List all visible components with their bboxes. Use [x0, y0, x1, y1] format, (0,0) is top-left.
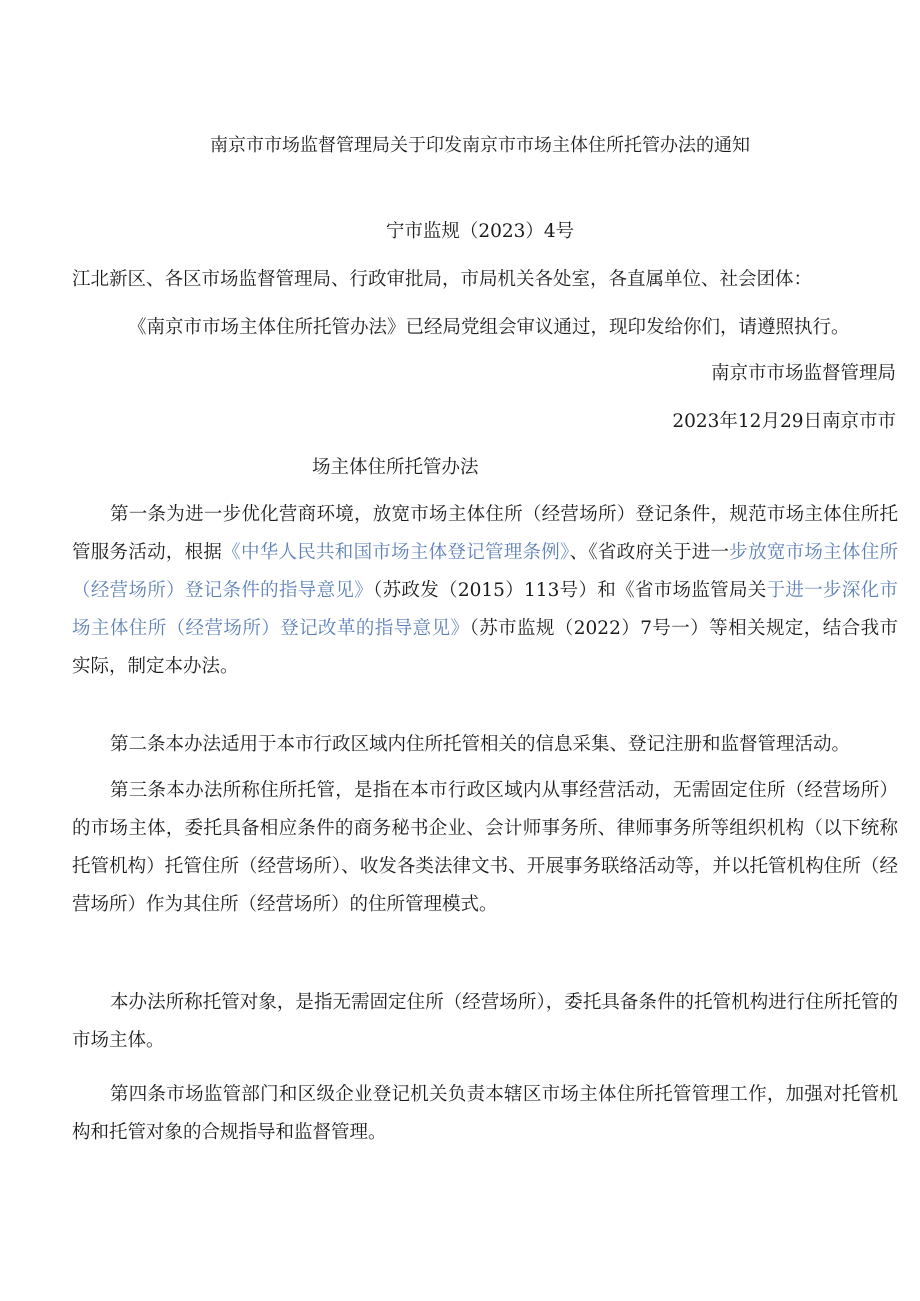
document-number: 宁市监规（2023）4号 — [385, 221, 575, 242]
article-1-text-a: 第一条为进一步优化营商环境，放宽市场主体住所（经营场所）登记条件，规范市场主体住所托管服务活动，根据 — [72, 504, 898, 563]
guidance-link-1[interactable]: 步放宽市场主体住所（经营场所）登记条件的指导意见》 — [72, 542, 898, 601]
regulation-link[interactable]: 《中华人民共和国市场主体登记管理条例》 — [222, 542, 570, 563]
addressee: 江北新区、各区市场监督管理局、行政审批局，市局机关各处室，各直属单位、社会团体： — [72, 269, 813, 290]
article-4: 第四条市场监管部门和区级企业登记机关负责本辖区市场主体住所托管管理工作，加强对托管机构和托管对象的合规指导和监督管理。 — [72, 1084, 898, 1143]
article-1-text-c: （苏政发（2015）113号）和《省市场监管局关 — [373, 580, 767, 601]
article-1-text-b: 、《省政府关于进一 — [569, 542, 730, 563]
date-line: 2023年12月29日南京市市 — [672, 411, 896, 432]
article-1-text-d: （苏市监规（2022）7号一）等相关规定，结合我市实际，制定本办法。 — [72, 618, 898, 677]
article-3-supplement: 本办法所称托管对象，是指无需固定住所（经营场所），委托具备条件的托管机构进行住所托管的市场主体。 — [72, 992, 898, 1051]
subtitle: 场主体住所托管办法 — [312, 457, 479, 478]
document-title: 南京市市场监督管理局关于印发南京市市场主体住所托管办法的通知 — [210, 135, 750, 156]
article-2: 第二条本办法适用于本市行政区域内住所托管相关的信息采集、登记注册和监督管理活动。 — [110, 734, 851, 755]
intro-paragraph: 《南京市市场主体住所托管办法》已经局党组会审议通过，现印发给你们，请遵照执行。 — [128, 317, 850, 338]
article-3: 第三条本办法所称住所托管，是指在本市行政区域内从事经营活动，无需固定住所（经营场所）的市场主体，委托具备相应条件的商务秘书企业、会计师事务所、律师事务所等组织机构（以下统称托管机构）托管住所（经营场所）、收发各类法律文书、开展事务联络活动等，并以托管机构住所（经营场所）作为其住所（经营场所）的住所管理模式。 — [72, 780, 898, 915]
article-1 — [72, 496, 898, 686]
guidance-link-2[interactable]: 于进一步深化市场主体住所（经营场所）登记改革的指导意见》 — [72, 580, 898, 639]
signature: 南京市市场监督管理局 — [710, 363, 896, 384]
